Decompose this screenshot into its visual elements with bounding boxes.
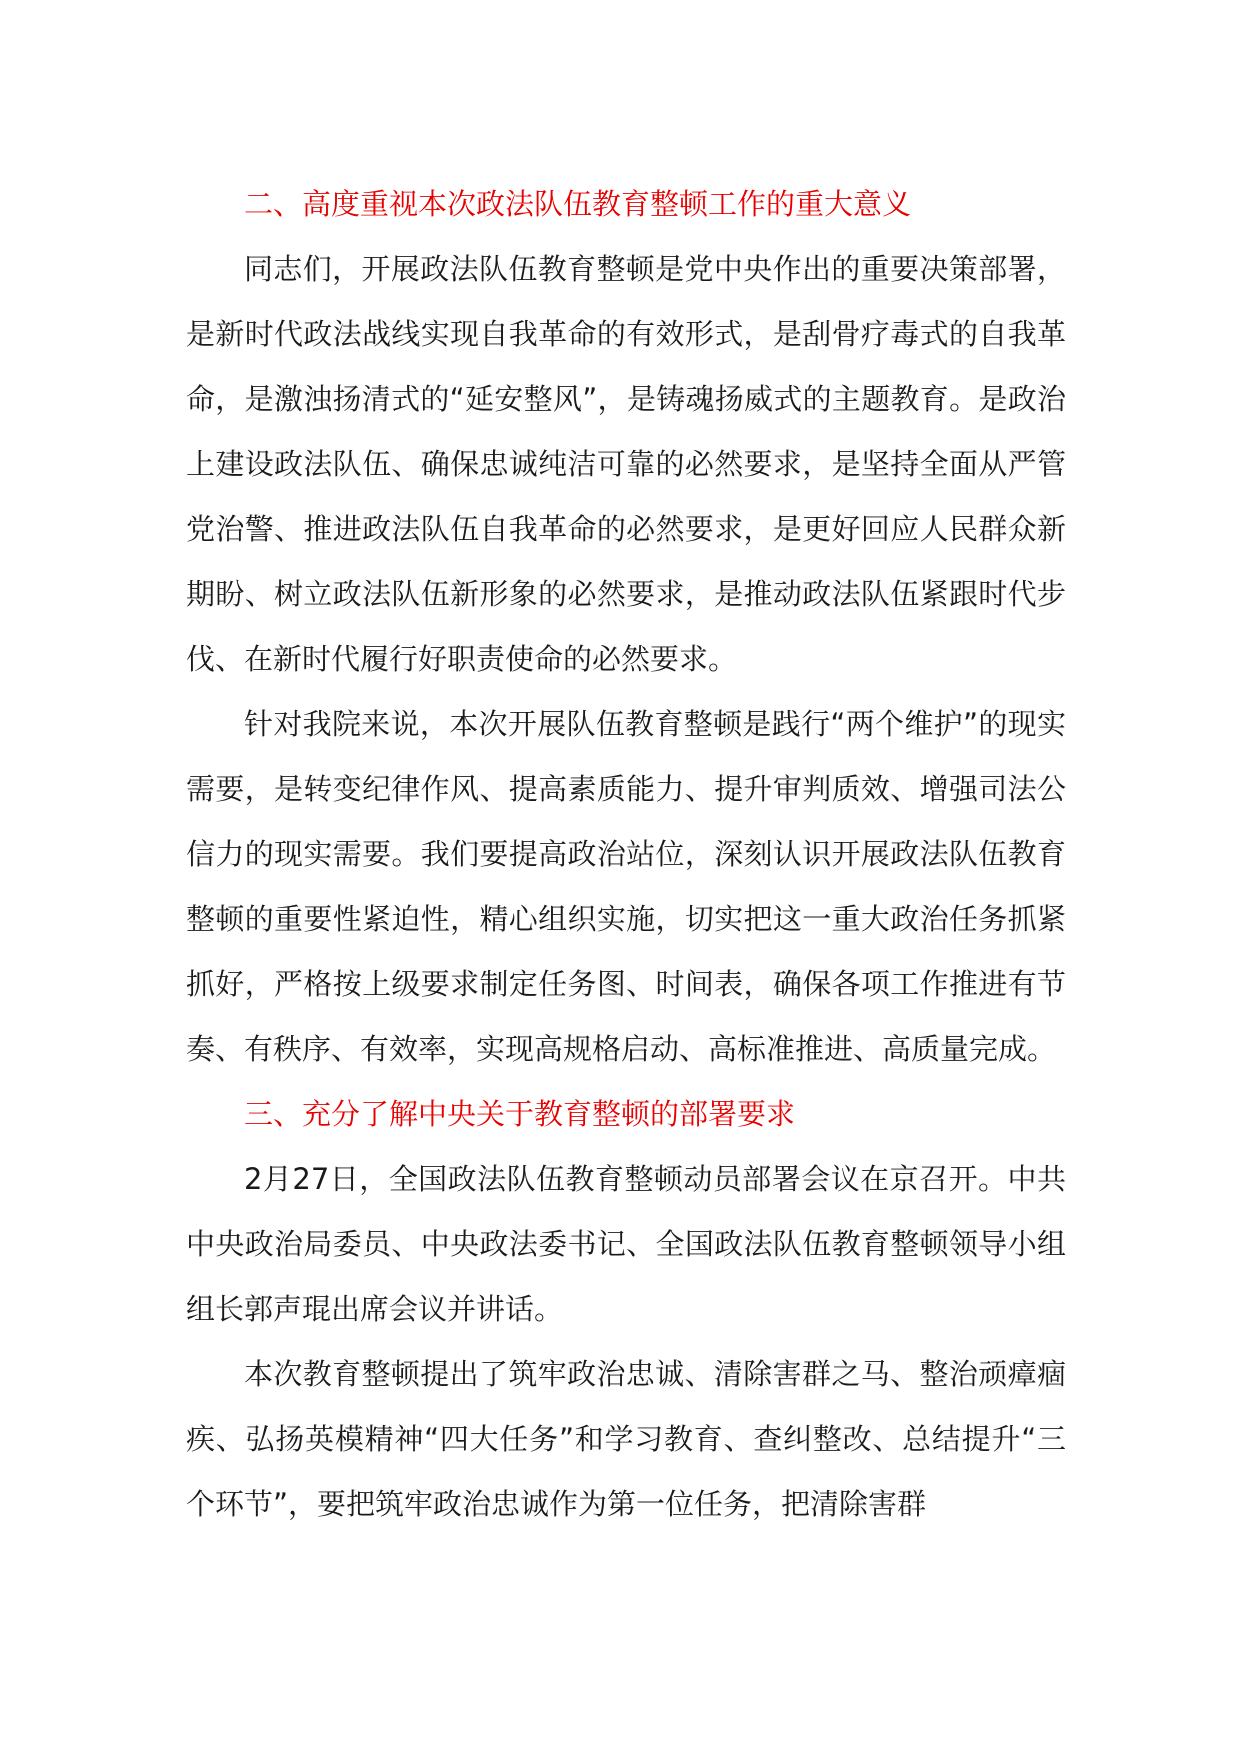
- section-2-paragraph-2: 针对我院来说，本次开展队伍教育整顿是践行“两个维护”的现实需要，是转变纪律作风、提高素质能力、提升审判质效、增强司法公信力的现实需要。我们要提高政治站位，深刻认识开展政法队伍教育整顿的重要性紧迫性，精心组织实施，切实把这一重大政治任务抓紧抓好，严格按上级要求制定任务图、时间表，确保各项工作推进有节奏、有秩序、有效率，实现高规格启动、高标准推进、高质量完成。: [186, 707, 1066, 1066]
- section-3-paragraph-1: 2月27日，全国政法队伍教育整顿动员部署会议在京召开。中共中央政治局委员、中央政法委书记、全国政法队伍教育整顿领导小组组长郭声琨出席会议并讲话。: [186, 1162, 1066, 1326]
- section-3-paragraph-2: 本次教育整顿提出了筑牢政治忠诚、清除害群之马、整治顽瘴痼疾、弘扬英模精神“四大任务”和学习教育、查纠整改、总结提升“三个环节”，要把筑牢政治忠诚作为第一位任务，把清除害群: [186, 1357, 1066, 1521]
- section-3-heading: 三、充分了解中央关于教育整顿的部署要求: [244, 1097, 796, 1131]
- section-2-heading: 二、高度重视本次政法队伍教育整顿工作的重大意义: [244, 187, 912, 221]
- document-page: [186, 172, 1066, 1537]
- section-2-paragraph-1: 同志们，开展政法队伍教育整顿是党中央作出的重要决策部署，是新时代政法战线实现自我革命的有效形式，是刮骨疗毒式的自我革命，是激浊扬清式的“延安整风”，是铸魂扬威式的主题教育。是政治上建设政法队伍、确保忠诚纯洁可靠的必然要求，是坚持全面从严管党治警、推进政法队伍自我革命的必然要求，是更好回应人民群众新期盼、树立政法队伍新形象的必然要求，是推动政法队伍紧跟时代步伐、在新时代履行好职责使命的必然要求。: [186, 252, 1066, 676]
